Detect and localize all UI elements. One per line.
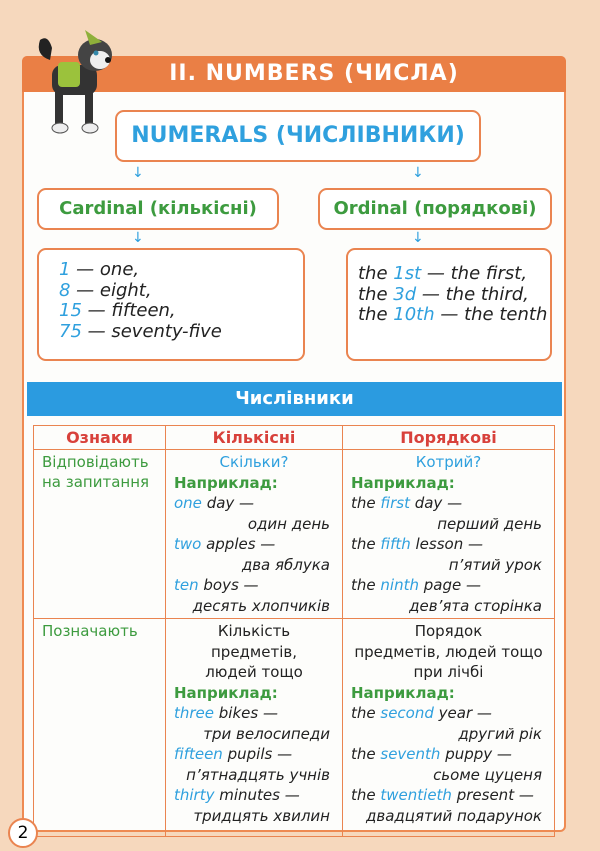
- ordinal-cell: [343, 450, 555, 619]
- text-segment: 1: [59, 259, 71, 280]
- text-segment: Скільки?: [219, 453, 289, 471]
- text-segment: page —: [418, 576, 481, 594]
- text-segment: Котрий?: [415, 453, 482, 471]
- arrow-down-icon: ↓: [132, 165, 144, 181]
- husky-mascot-illustration: [30, 20, 120, 135]
- text-segment: — the third,: [416, 283, 529, 305]
- text-segment: Наприклад:: [351, 473, 455, 492]
- text-line: [351, 744, 546, 765]
- header-ordinal: Порядкові: [343, 426, 555, 450]
- text-line: [59, 322, 303, 343]
- feature-cell: Відповідають на запитання: [34, 450, 166, 619]
- numerals-banner: Числівники: [27, 382, 562, 416]
- text-segment: the: [351, 745, 381, 763]
- text-line: [351, 534, 546, 555]
- text-segment: year —: [433, 704, 492, 722]
- text-line: [174, 662, 334, 683]
- text-line: [351, 596, 546, 617]
- text-segment: lesson —: [410, 535, 483, 553]
- text-segment: second: [380, 704, 434, 722]
- text-line: [174, 806, 334, 827]
- text-segment: the: [351, 535, 381, 553]
- text-segment: the: [351, 576, 381, 594]
- text-line: [174, 785, 334, 806]
- text-segment: fifteen: [174, 745, 223, 763]
- text-segment: — seventy-five: [81, 320, 222, 342]
- text-line: [174, 703, 334, 724]
- text-line: [59, 301, 303, 322]
- cardinal-examples: [37, 248, 305, 361]
- cardinal-box: Cardinal (кількісні): [37, 188, 279, 230]
- text-line: [351, 621, 546, 642]
- text-segment: 10th: [393, 304, 435, 325]
- text-segment: предметів,: [211, 642, 297, 661]
- text-segment: Порядок: [414, 622, 483, 640]
- text-segment: перший день: [437, 514, 542, 533]
- table-row: [34, 619, 555, 837]
- text-line: [174, 621, 334, 642]
- text-segment: the: [351, 704, 381, 722]
- text-segment: one: [174, 494, 202, 512]
- text-segment: the: [351, 494, 381, 512]
- text-line: [174, 555, 334, 576]
- ordinal-examples: [346, 248, 552, 361]
- section-title: II. NUMBERS (ЧИСЛА): [22, 56, 566, 92]
- text-line: [174, 575, 334, 596]
- cardinal-cell: [166, 619, 343, 837]
- text-line: [351, 452, 546, 473]
- text-segment: предметів, людей тощо: [354, 642, 543, 661]
- text-segment: — the first,: [421, 263, 528, 284]
- text-segment: two: [174, 535, 202, 553]
- text-line: [358, 264, 550, 285]
- arrow-down-icon: ↓: [412, 165, 424, 181]
- text-line: [358, 305, 550, 326]
- text-segment: first: [380, 494, 410, 512]
- text-segment: 15: [59, 300, 82, 321]
- text-line: [174, 596, 334, 617]
- text-segment: three: [174, 704, 215, 722]
- feature-cell: Позначають: [34, 619, 166, 837]
- text-segment: два яблука: [241, 555, 330, 574]
- text-segment: puppy —: [440, 745, 512, 763]
- arrow-down-icon: ↓: [132, 230, 144, 246]
- text-line: [174, 473, 334, 494]
- text-line: [351, 493, 546, 514]
- text-segment: десять хлопчиків: [192, 596, 330, 615]
- header-features: Ознаки: [34, 426, 166, 450]
- text-line: [59, 260, 303, 281]
- text-segment: 3d: [393, 283, 417, 305]
- text-line: [174, 642, 334, 663]
- text-line: [174, 493, 334, 514]
- text-line: [174, 744, 334, 765]
- text-segment: bikes —: [214, 704, 278, 722]
- page-number: 2: [8, 818, 38, 848]
- numerals-table: [33, 425, 555, 837]
- text-segment: day —: [201, 494, 255, 512]
- text-line: [351, 806, 546, 827]
- text-line: [351, 724, 546, 745]
- text-segment: Наприклад:: [174, 473, 278, 492]
- text-line: [351, 555, 546, 576]
- text-segment: the: [358, 263, 394, 284]
- text-segment: дев’ята сторінка: [409, 596, 542, 615]
- text-segment: при лічбі: [413, 663, 484, 681]
- arrow-down-icon: ↓: [412, 230, 424, 246]
- text-line: [59, 281, 303, 302]
- text-segment: minutes —: [214, 786, 300, 804]
- ordinal-cell: [343, 619, 555, 837]
- text-line: [351, 785, 546, 806]
- text-segment: twentieth: [380, 786, 452, 804]
- text-segment: the: [358, 304, 394, 325]
- text-line: [174, 765, 334, 786]
- text-segment: три велосипеди: [203, 724, 330, 743]
- text-segment: один день: [247, 514, 330, 533]
- text-segment: boys —: [198, 576, 259, 594]
- text-line: [351, 683, 546, 704]
- text-segment: п’ятий урок: [448, 555, 542, 574]
- text-line: [351, 703, 546, 724]
- text-segment: apples —: [201, 535, 276, 553]
- text-line: [174, 724, 334, 745]
- text-line: [351, 575, 546, 596]
- text-line: [351, 765, 546, 786]
- numerals-box: NUMERALS (ЧИСЛІВНИКИ): [115, 110, 481, 162]
- ordinal-box: Ordinal (порядкові): [318, 188, 552, 230]
- text-segment: сьоме цуценя: [433, 765, 542, 784]
- text-segment: п’ятнадцять учнів: [186, 765, 330, 784]
- text-segment: Кількість: [217, 622, 291, 640]
- text-line: [174, 514, 334, 535]
- text-segment: двадцятий подарунок: [365, 806, 542, 825]
- table-row: [34, 450, 555, 619]
- text-segment: 75: [59, 320, 82, 342]
- text-segment: другий рік: [458, 724, 542, 743]
- header-cardinal: Кількісні: [166, 426, 343, 450]
- text-line: [174, 534, 334, 555]
- text-segment: present —: [451, 786, 534, 804]
- cardinal-cell: [166, 450, 343, 619]
- text-line: [174, 452, 334, 473]
- text-segment: Наприклад:: [174, 683, 278, 702]
- table-header-row: [34, 426, 555, 450]
- text-segment: — eight,: [70, 279, 152, 301]
- text-segment: — the tenth: [434, 304, 548, 325]
- text-segment: seventh: [380, 745, 441, 763]
- text-segment: — one,: [70, 259, 140, 280]
- text-line: [351, 662, 546, 683]
- text-segment: — fifteen,: [81, 300, 176, 321]
- text-segment: the: [358, 283, 394, 305]
- text-line: [351, 473, 546, 494]
- text-segment: 1st: [393, 263, 422, 284]
- text-line: [358, 285, 550, 306]
- text-segment: fifth: [380, 535, 411, 553]
- text-segment: Наприклад:: [351, 683, 455, 702]
- text-segment: thirty: [174, 786, 215, 804]
- text-segment: 8: [59, 279, 71, 301]
- text-line: [351, 514, 546, 535]
- text-segment: тридцять хвилин: [193, 806, 330, 825]
- text-segment: ten: [174, 576, 199, 594]
- text-segment: pupils —: [222, 745, 293, 763]
- text-segment: ninth: [380, 576, 419, 594]
- text-line: [351, 642, 546, 663]
- text-segment: the: [351, 786, 381, 804]
- text-line: [174, 683, 334, 704]
- text-segment: людей тощо: [205, 663, 303, 681]
- text-segment: day —: [409, 494, 463, 512]
